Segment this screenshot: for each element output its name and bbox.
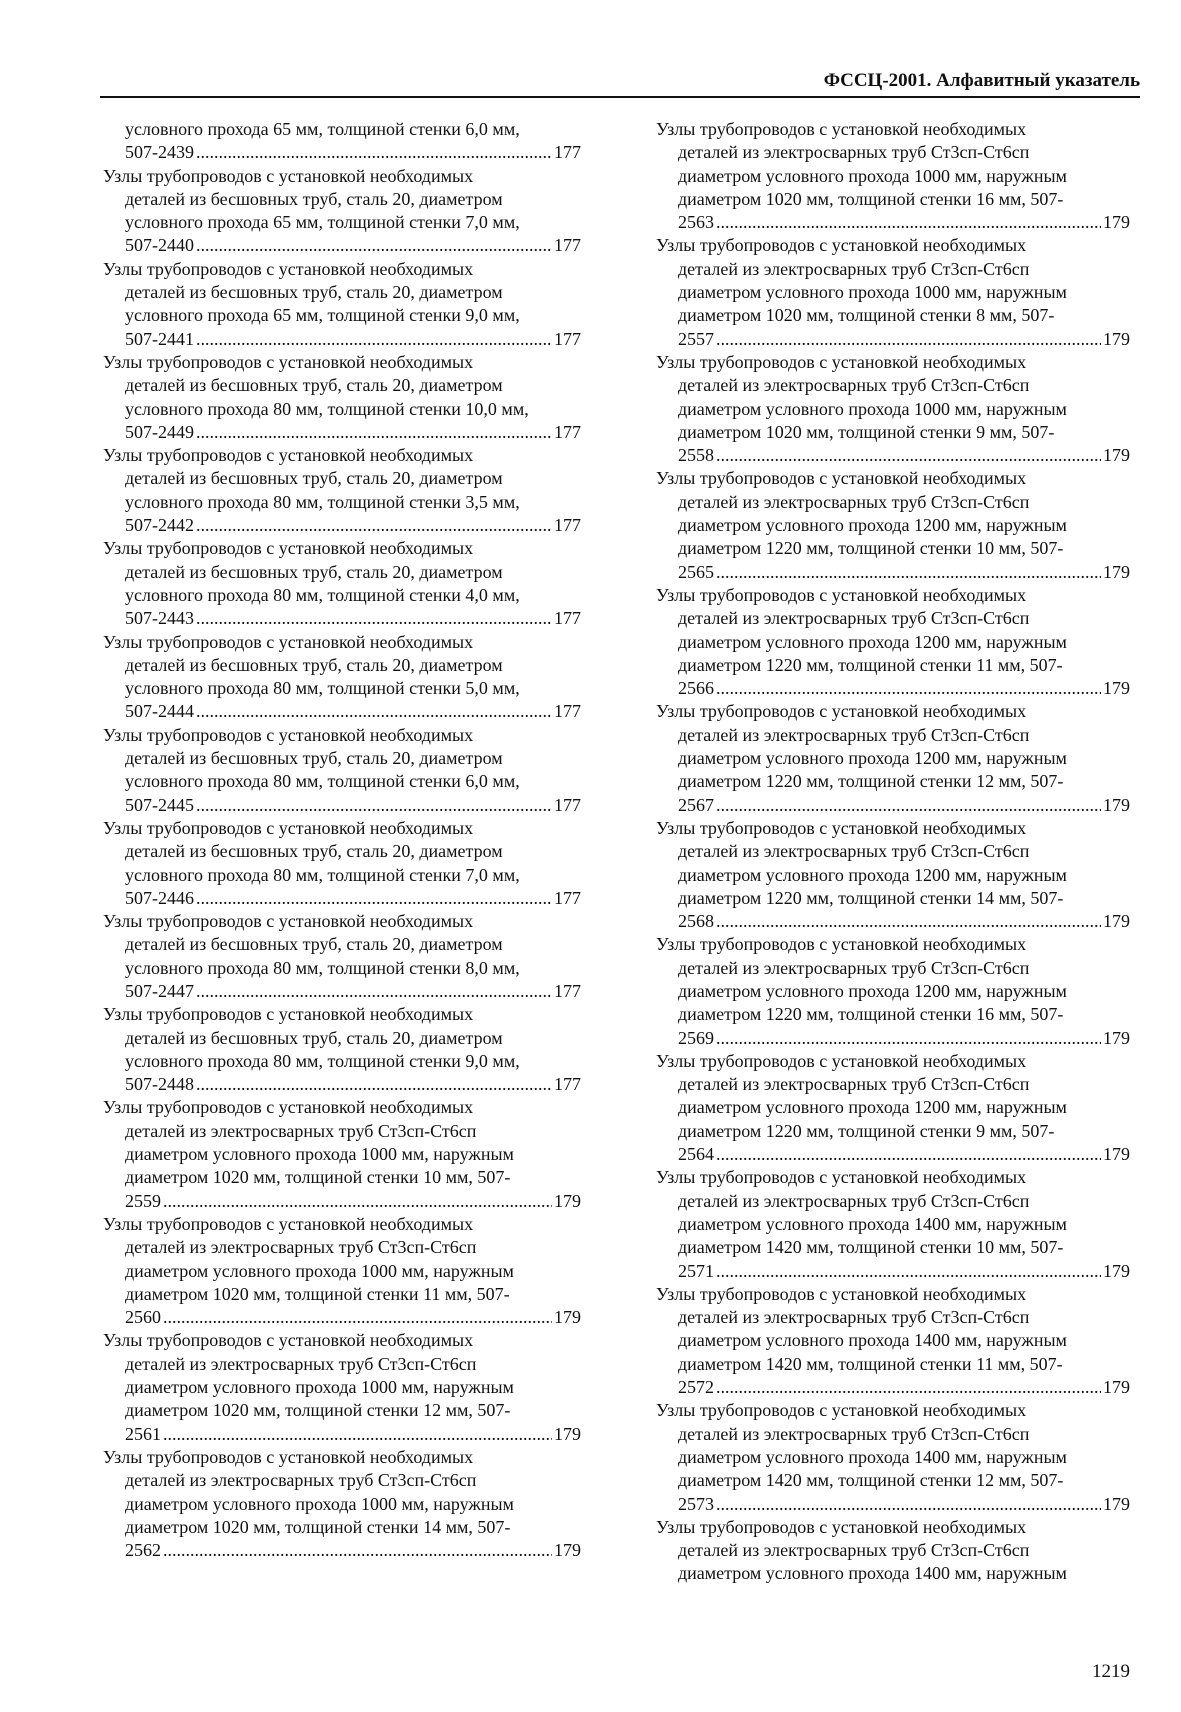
entry-page-ref: 179 [554,1423,581,1444]
entry-heading: Узлы трубопроводов с установкой необходимых [103,1097,474,1118]
entry-heading: Узлы трубопроводов с установкой необходимых [656,701,1027,722]
index-entry [103,537,581,630]
entry-code: 2566 [678,678,714,699]
entry-text-line: диаметром условного прохода 1000 мм, наружным [125,1377,514,1398]
entry-page-ref: 179 [1103,1027,1130,1048]
index-entry [103,817,581,910]
index-entry [656,234,1130,350]
entry-text-line: условного прохода 80 мм, толщиной стенки 10,0 мм, [125,398,529,419]
entry-page-ref: 179 [1103,445,1130,466]
entry-code: 2572 [678,1377,714,1398]
entry-text-line: диаметром условного прохода 1400 мм, наружным [678,1330,1067,1351]
entry-text-line: деталей из электросварных труб Ст3сп-Ст6сп [678,1540,1030,1561]
index-entry [656,118,1130,234]
index-entry [103,1096,581,1212]
dot-leader [163,1539,552,1562]
entry-text-line: условного прохода 80 мм, толщиной стенки 3,5 мм, [125,491,520,512]
entry-heading: Узлы трубопроводов с установкой необходимых [656,584,1027,605]
dot-leader [716,910,1101,933]
dot-leader [716,561,1101,584]
index-entry [656,1283,1130,1399]
entry-text-line: деталей из бесшовных труб, сталь 20, диаметром [125,748,503,769]
entry-reference [656,444,1130,467]
index-entry [656,584,1130,700]
entry-code: 2561 [125,1423,161,1444]
index-entry [103,910,581,1003]
index-entry [656,1399,1130,1515]
index-entry [656,1166,1130,1282]
entry-text-line: диаметром условного прохода 1200 мм, наружным [678,748,1067,769]
entry-code: 507-2441 [125,328,194,349]
entry-code: 507-2444 [125,701,194,722]
entry-text-line: диаметром условного прохода 1400 мм, наружным [678,1213,1067,1234]
entry-reference [656,328,1130,351]
entry-heading: Узлы трубопроводов с установкой необходимых [103,538,474,559]
entry-text-line: диаметром 1020 мм, толщиной стенки 11 мм, 507- [125,1283,510,1304]
entry-code: 2560 [125,1307,161,1328]
entry-text-line: деталей из электросварных труб Ст3сп-Ст6сп [678,142,1030,163]
index-entry [103,631,581,724]
entry-text-line: деталей из электросварных труб Ст3сп-Ст6сп [125,1353,477,1374]
page-number: 1219 [1092,1661,1130,1682]
entry-text-line: диаметром 1220 мм, толщиной стенки 11 мм, 507- [678,654,1063,675]
entry-text-line: деталей из электросварных труб Ст3сп-Ст6сп [678,608,1030,629]
index-entry [656,1516,1130,1586]
dot-leader [716,677,1101,700]
entry-code: 2567 [678,794,714,815]
entry-text-line: деталей из электросварных труб Ст3сп-Ст6сп [678,841,1030,862]
entry-text-line: диаметром условного прохода 1200 мм, наружным [678,980,1067,1001]
header-title: ФССЦ-2001. Алфавитный указатель [823,70,1140,91]
entry-page-ref: 177 [554,235,581,256]
entry-page-ref: 177 [554,980,581,1001]
entry-reference [103,794,581,817]
entry-reference [656,1376,1130,1399]
entry-page-ref: 177 [554,328,581,349]
entry-text-line: диаметром 1420 мм, толщиной стенки 11 мм, 507- [678,1353,1063,1374]
entry-text-line: деталей из электросварных труб Ст3сп-Ст6сп [678,1307,1030,1328]
dot-leader [716,328,1101,351]
entry-page-ref: 179 [1103,328,1130,349]
entry-text-line: диаметром 1220 мм, толщиной стенки 16 мм, 507- [678,1004,1064,1025]
entry-heading: Узлы трубопроводов с установкой необходимых [656,1400,1027,1421]
entry-text-line: деталей из электросварных труб Ст3сп-Ст6сп [678,491,1030,512]
entry-heading: Узлы трубопроводов с установкой необходимых [656,468,1027,489]
index-entry [103,118,581,165]
index-entry [103,351,581,444]
entry-reference [103,1539,581,1562]
entry-text-line: деталей из бесшовных труб, сталь 20, диаметром [125,934,503,955]
dot-leader [196,794,552,817]
entry-page-ref: 179 [1103,1260,1130,1281]
entry-heading: Узлы трубопроводов с установкой необходимых [103,631,474,652]
entry-code: 2568 [678,911,714,932]
entry-heading: Узлы трубопроводов с установкой необходимых [103,1330,474,1351]
entry-text-line: деталей из электросварных труб Ст3сп-Ст6сп [125,1237,477,1258]
dot-leader [196,700,552,723]
index-entry [656,467,1130,583]
entry-text-line: условного прохода 80 мм, толщиной стенки 9,0 мм, [125,1050,520,1071]
dot-leader [196,234,552,257]
dot-leader [163,1190,552,1213]
entry-page-ref: 179 [1103,794,1130,815]
index-entry [103,724,581,817]
entry-page-ref: 179 [1103,1377,1130,1398]
entry-text-line: деталей из электросварных труб Ст3сп-Ст6сп [678,1074,1030,1095]
entry-reference [103,234,581,257]
dot-leader [716,1027,1101,1050]
entry-code: 2558 [678,445,714,466]
dot-leader [196,328,552,351]
entry-text-line: деталей из электросварных труб Ст3сп-Ст6сп [678,258,1030,279]
index-entry [103,1329,581,1445]
entry-page-ref: 179 [1103,212,1130,233]
entry-page-ref: 179 [1103,1144,1130,1165]
entry-heading: Узлы трубопроводов с установкой необходимых [656,119,1027,139]
index-entry [103,1446,581,1562]
dot-leader [163,1423,552,1446]
entry-code: 2564 [678,1144,714,1165]
entry-text-line: диаметром 1420 мм, толщиной стенки 12 мм, 507- [678,1470,1064,1491]
entry-heading: Узлы трубопроводов с установкой необходимых [103,445,474,466]
entry-text-line: деталей из электросварных труб Ст3сп-Ст6сп [125,1470,477,1491]
index-entry [656,933,1130,1049]
index-entry [103,1213,581,1329]
entry-text-line: деталей из бесшовных труб, сталь 20, диаметром [125,468,503,489]
entry-text-line: диаметром 1020 мм, толщиной стенки 10 мм, 507- [125,1167,511,1188]
entry-text-line: условного прохода 80 мм, толщиной стенки 5,0 мм, [125,678,520,699]
entry-text-line: диаметром условного прохода 1000 мм, наружным [125,1493,514,1514]
entry-page-ref: 177 [554,142,581,163]
entry-reference [103,1423,581,1446]
entry-heading: Узлы трубопроводов с установкой необходимых [656,1283,1027,1304]
dot-leader [196,514,552,537]
entry-text-line: условного прохода 65 мм, толщиной стенки 6,0 мм, [125,119,520,139]
entry-reference [103,887,581,910]
entry-code: 507-2440 [125,235,194,256]
entry-reference [656,1027,1130,1050]
entry-reference [656,1493,1130,1516]
entry-heading: Узлы трубопроводов с установкой необходимых [656,1167,1027,1188]
entry-text-line: деталей из электросварных труб Ст3сп-Ст6сп [678,1423,1030,1444]
entry-text-line: диаметром условного прохода 1000 мм, наружным [678,398,1067,419]
index-entry [103,444,581,537]
entry-reference [103,607,581,630]
dot-leader [196,607,552,630]
entry-text-line: условного прохода 80 мм, толщиной стенки 4,0 мм, [125,584,520,605]
entry-heading: Узлы трубопроводов с установкой необходимых [656,817,1027,838]
entry-heading: Узлы трубопроводов с установкой необходимых [656,1050,1027,1071]
entry-text-line: диаметром условного прохода 1200 мм, наружным [678,864,1067,885]
entry-page-ref: 177 [554,794,581,815]
dot-leader [196,1073,552,1096]
dot-leader [716,1376,1101,1399]
entry-text-line: деталей из электросварных труб Ст3сп-Ст6сп [125,1120,477,1141]
entry-text-line: диаметром условного прохода 1200 мм, наружным [678,515,1067,536]
entry-text-line: диаметром 1020 мм, толщиной стенки 8 мм, 507- [678,305,1055,326]
entry-page-ref: 179 [554,1540,581,1561]
index-entry [656,351,1130,467]
entry-text-line: диаметром 1220 мм, толщиной стенки 9 мм, 507- [678,1120,1055,1141]
dot-leader [196,980,552,1003]
entry-code: 507-2443 [125,608,194,629]
entry-code: 507-2445 [125,794,194,815]
entry-code: 2562 [125,1540,161,1561]
entry-reference [103,1190,581,1213]
entry-heading: Узлы трубопроводов с установкой необходимых [103,911,474,932]
entry-heading: Узлы трубопроводов с установкой необходимых [103,817,474,838]
entry-page-ref: 179 [1103,561,1130,582]
entry-text-line: диаметром условного прохода 1000 мм, наружным [125,1144,514,1165]
dot-leader [196,141,552,164]
entry-text-line: деталей из электросварных труб Ст3сп-Ст6сп [678,375,1030,396]
dot-leader [716,794,1101,817]
index-entry [103,1003,581,1096]
entry-reference [656,211,1130,234]
entry-text-line: диаметром 1220 мм, толщиной стенки 10 мм, 507- [678,538,1064,559]
entry-code: 2563 [678,212,714,233]
entry-text-line: деталей из бесшовных труб, сталь 20, диаметром [125,1027,503,1048]
index-entry [656,817,1130,933]
entry-code: 2565 [678,561,714,582]
entry-reference [103,514,581,537]
entry-heading: Узлы трубопроводов с установкой необходимых [656,351,1027,372]
entry-page-ref: 177 [554,701,581,722]
index-entry [103,258,581,351]
entry-heading: Узлы трубопроводов с установкой необходимых [656,235,1027,256]
entry-heading: Узлы трубопроводов с установкой необходимых [103,351,474,372]
entry-reference [103,1073,581,1096]
dot-leader [716,1493,1101,1516]
entry-reference [656,1260,1130,1283]
entry-page-ref: 179 [554,1190,581,1211]
entry-text-line: диаметром условного прохода 1200 мм, наружным [678,631,1067,652]
entry-page-ref: 179 [1103,1493,1130,1514]
index-column-left [103,118,581,1562]
entry-code: 2557 [678,328,714,349]
entry-text-line: условного прохода 80 мм, толщиной стенки 6,0 мм, [125,771,520,792]
entry-text-line: деталей из бесшовных труб, сталь 20, диаметром [125,561,503,582]
entry-page-ref: 177 [554,608,581,629]
entry-text-line: диаметром 1420 мм, толщиной стенки 10 мм, 507- [678,1237,1064,1258]
dot-leader [716,444,1101,467]
running-header [100,60,1140,98]
entry-text-line: деталей из бесшовных труб, сталь 20, диаметром [125,375,503,396]
entry-text-line: диаметром 1020 мм, толщиной стенки 9 мм, 507- [678,421,1055,442]
entry-heading: Узлы трубопроводов с установкой необходимых [656,1516,1027,1537]
entry-code: 2573 [678,1493,714,1514]
entry-heading: Узлы трубопроводов с установкой необходимых [103,724,474,745]
entry-text-line: условного прохода 80 мм, толщиной стенки 7,0 мм, [125,864,520,885]
entry-heading: Узлы трубопроводов с установкой необходимых [103,165,474,186]
dot-leader [716,211,1101,234]
entry-text-line: диаметром 1220 мм, толщиной стенки 14 мм, 507- [678,887,1064,908]
entry-code: 507-2449 [125,421,194,442]
entry-text-line: диаметром условного прохода 1000 мм, наружным [125,1260,514,1281]
entry-page-ref: 177 [554,1074,581,1095]
entry-heading: Узлы трубопроводов с установкой необходимых [103,1213,474,1234]
entry-heading: Узлы трубопроводов с установкой необходимых [103,258,474,279]
index-entry [656,1050,1130,1166]
entry-reference [656,794,1130,817]
entry-text-line: диаметром условного прохода 1400 мм, наружным [678,1446,1067,1467]
entry-code: 507-2439 [125,142,194,163]
dot-leader [716,1143,1101,1166]
entry-text-line: условного прохода 65 мм, толщиной стенки 9,0 мм, [125,305,520,326]
entry-text-line: диаметром условного прохода 1200 мм, наружным [678,1097,1067,1118]
entry-text-line: деталей из электросварных труб Ст3сп-Ст6сп [678,957,1030,978]
entry-reference [656,1143,1130,1166]
entry-text-line: деталей из бесшовных труб, сталь 20, диаметром [125,841,503,862]
entry-heading: Узлы трубопроводов с установкой необходимых [103,1004,474,1025]
entry-page-ref: 177 [554,515,581,536]
entry-code: 507-2448 [125,1074,194,1095]
entry-reference [656,561,1130,584]
entry-page-ref: 179 [1103,911,1130,932]
entry-text-line: диаметром 1020 мм, толщиной стенки 16 мм, 507- [678,188,1064,209]
index-entry [103,165,581,258]
entry-code: 507-2447 [125,980,194,1001]
entry-reference [103,980,581,1003]
entry-code: 2559 [125,1190,161,1211]
entry-code: 507-2446 [125,887,194,908]
entry-text-line: диаметром условного прохода 1400 мм, наружным [678,1563,1067,1584]
entry-heading: Узлы трубопроводов с установкой необходимых [656,934,1027,955]
entry-code: 2569 [678,1027,714,1048]
entry-page-ref: 177 [554,887,581,908]
entry-text-line: диаметром условного прохода 1000 мм, наружным [678,282,1067,303]
entry-page-ref: 177 [554,421,581,442]
entry-code: 2571 [678,1260,714,1281]
entry-text-line: деталей из электросварных труб Ст3сп-Ст6сп [678,724,1030,745]
index-column-right [656,118,1130,1586]
dot-leader [716,1260,1101,1283]
entry-page-ref: 179 [554,1307,581,1328]
dot-leader [163,1306,552,1329]
entry-text-line: диаметром 1220 мм, толщиной стенки 12 мм, 507- [678,771,1064,792]
entry-reference [103,141,581,164]
entry-reference [656,910,1130,933]
entry-text-line: условного прохода 80 мм, толщиной стенки 8,0 мм, [125,957,520,978]
entry-reference [103,1306,581,1329]
dot-leader [196,887,552,910]
entry-reference [656,677,1130,700]
entry-reference [103,328,581,351]
entry-text-line: деталей из бесшовных труб, сталь 20, диаметром [125,188,503,209]
entry-code: 507-2442 [125,515,194,536]
entry-text-line: диаметром 1020 мм, толщиной стенки 12 мм, 507- [125,1400,511,1421]
entry-text-line: диаметром 1020 мм, толщиной стенки 14 мм, 507- [125,1516,511,1537]
entry-reference [103,421,581,444]
dot-leader [196,421,552,444]
entry-reference [103,700,581,723]
entry-text-line: диаметром условного прохода 1000 мм, наружным [678,165,1067,186]
entry-page-ref: 179 [1103,678,1130,699]
entry-text-line: деталей из бесшовных труб, сталь 20, диаметром [125,654,503,675]
entry-text-line: деталей из электросварных труб Ст3сп-Ст6сп [678,1190,1030,1211]
entry-text-line: условного прохода 65 мм, толщиной стенки 7,0 мм, [125,212,520,233]
entry-heading: Узлы трубопроводов с установкой необходимых [103,1446,474,1467]
entry-text-line: деталей из бесшовных труб, сталь 20, диаметром [125,282,503,303]
index-entry [656,700,1130,816]
